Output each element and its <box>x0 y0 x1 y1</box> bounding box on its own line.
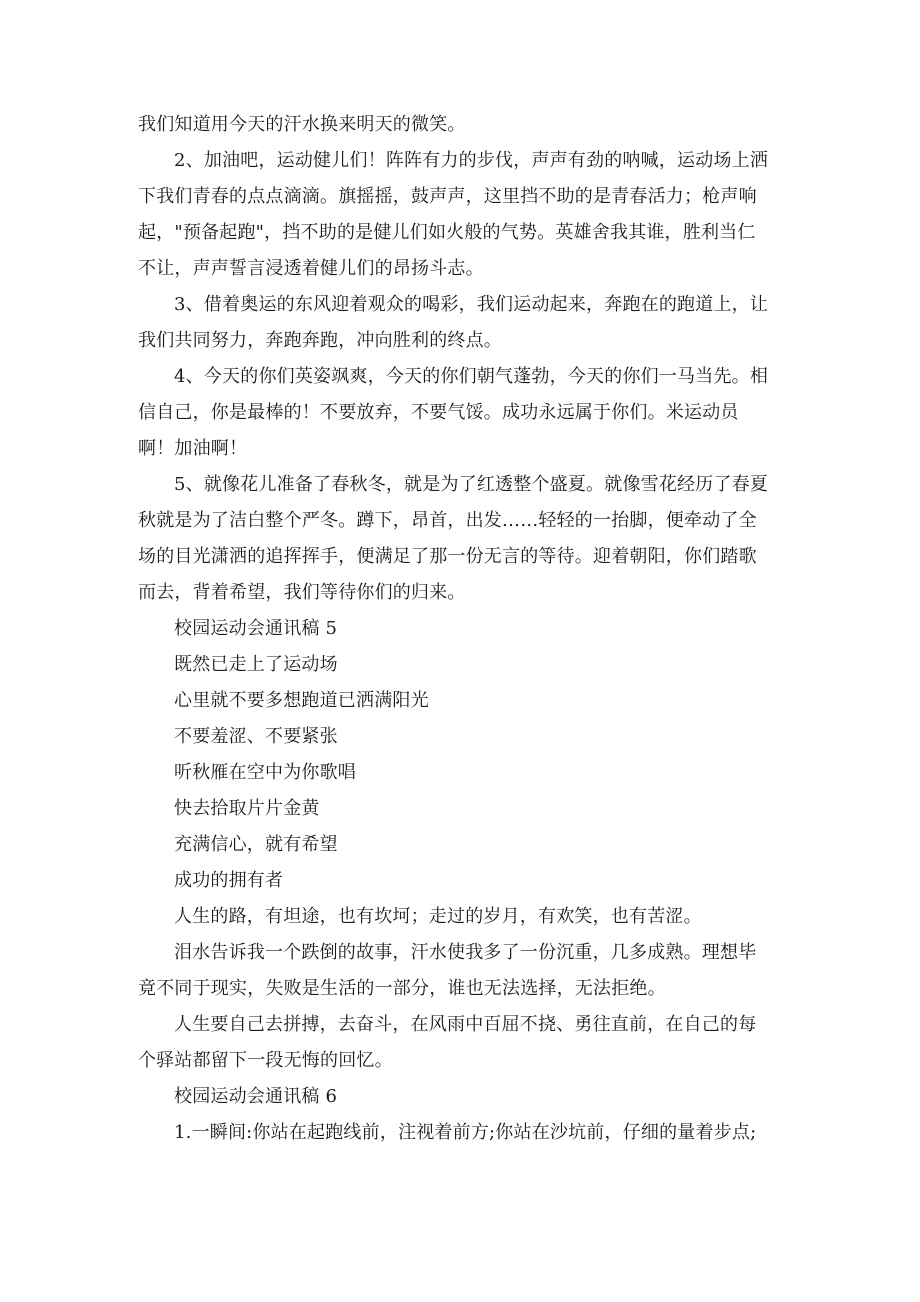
text-line: 竟不同于现实，失败是生活的一部分，谁也无法选择，无法拒绝。 <box>138 978 666 999</box>
text-line: 听秋雁在空中为你歌唱 <box>174 762 356 783</box>
text-line: 信自己，你是最棒的！不要放弃，不要气馁。成功永远属于你们。米运动员 <box>138 402 739 423</box>
text-line: 心里就不要多想跑道已洒满阳光 <box>174 690 429 711</box>
text-line: 2、加油吧，运动健儿们！阵阵有力的步伐，声声有劲的呐喊，运动场上洒 <box>174 150 769 171</box>
text-line: 个驿站都留下一段无悔的回忆。 <box>138 1050 393 1071</box>
text-line: 快去拾取片片金黄 <box>174 798 320 819</box>
text-line: 起，"预备起跑"，挡不助的是健儿们如火般的气势。英雄舍我其谁，胜利当仁 <box>138 222 756 243</box>
text-line: 下我们青春的点点滴滴。旗摇摇，鼓声声，这里挡不助的是青春活力；枪声响 <box>138 186 757 207</box>
text-line: 我们知道用今天的汗水换来明天的微笑。 <box>138 114 466 135</box>
section-heading: 校园运动会通讯稿 5 <box>174 618 338 639</box>
text-line: 成功的拥有者 <box>174 870 284 891</box>
text-line: 1.一瞬间:你站在起跑线前，注视着前方;你站在沙坑前，仔细的量着步点; <box>174 1122 757 1143</box>
text-line: 5、就像花儿准备了春秋冬，就是为了红透整个盛夏。就像雪花经历了春夏 <box>174 474 769 495</box>
text-line: 充满信心，就有希望 <box>174 834 338 855</box>
text-line: 场的目光潇洒的追挥挥手，便满足了那一份无言的等待。迎着朝阳，你们踏歌 <box>138 546 757 567</box>
text-line: 不让，声声誓言浸透着健儿们的昂扬斗志。 <box>138 258 484 279</box>
text-line: 3、借着奥运的东风迎着观众的喝彩，我们运动起来，奔跑在的跑道上，让 <box>174 294 769 315</box>
text-line: 既然已走上了运动场 <box>174 654 338 675</box>
text-line: 我们共同努力，奔跑奔跑，冲向胜利的终点。 <box>138 330 502 351</box>
text-line: 秋就是为了洁白整个严冬。蹲下，昂首，出发……轻轻的一抬脚，便牵动了全 <box>138 510 757 531</box>
text-line: 而去，背着希望，我们等待你们的归来。 <box>138 582 466 603</box>
section-heading: 校园运动会通讯稿 6 <box>174 1086 338 1107</box>
text-line: 人生要自己去拼搏，去奋斗，在风雨中百屈不挠、勇往直前，在自己的每 <box>174 1014 757 1035</box>
text-line: 4、今天的你们英姿飒爽，今天的你们朝气蓬勃，今天的你们一马当先。相 <box>174 366 769 387</box>
text-line: 不要羞涩、不要紧张 <box>174 726 338 747</box>
text-line: 人生的路，有坦途，也有坎坷；走过的岁月，有欢笑，也有苦涩。 <box>174 906 702 927</box>
text-line: 泪水告诉我一个跌倒的故事，汗水使我多了一份沉重，几多成熟。理想毕 <box>174 942 757 963</box>
text-line: 啊！加油啊！ <box>138 438 248 459</box>
